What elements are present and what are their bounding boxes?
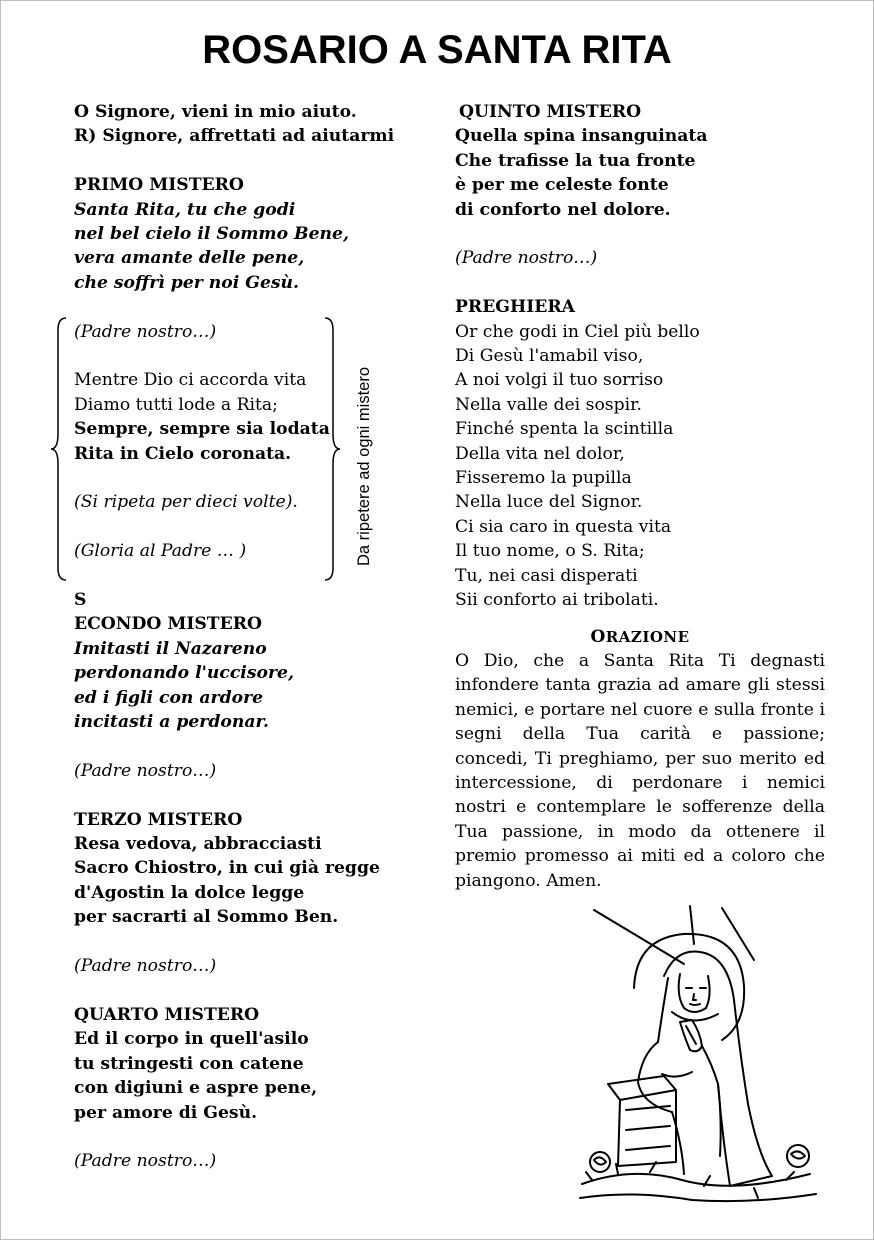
- repeat-bold-line: Rita in Cielo coronata.: [74, 443, 292, 464]
- padre-nostro-note: (Padre nostro…): [74, 956, 217, 977]
- secondo-verse-line: ed i figli con ardore: [74, 687, 264, 708]
- terzo-mistero-heading: TERZO MISTERO: [74, 809, 243, 830]
- terzo-verse-line: Sacro Chiostro, in cui già regge: [74, 858, 380, 879]
- terzo-verse-line: per sacrarti al Sommo Ben.: [74, 907, 339, 928]
- padre-nostro-note: (Padre nostro…): [455, 248, 598, 269]
- terzo-verse-line: Resa vedova, abbracciasti: [74, 834, 322, 855]
- preghiera-line: Tu, nei casi disperati: [455, 565, 638, 586]
- quinto-verse-line: di conforto nel dolore.: [455, 199, 671, 220]
- secondo-verse-line: incitasti a perdonar.: [74, 712, 269, 733]
- preghiera-line: Nella luce del Signor.: [455, 492, 643, 513]
- primo-verse-line: nel bel cielo il Sommo Bene,: [74, 224, 349, 245]
- opening-line-1: O Signore, vieni in mio aiuto.: [74, 102, 357, 122]
- preghiera-line: Nella valle dei sospir.: [455, 394, 642, 415]
- preghiera-line: Or che godi in Ciel più bello: [455, 321, 700, 342]
- primo-verse-line: che soffrì per noi Gesù.: [74, 272, 300, 293]
- repeat-side-note: Da ripetere ad ogni mistero: [355, 366, 373, 566]
- repeat-plain-line: Mentre Dio ci accorda vita: [74, 370, 307, 391]
- opening-line-2: R) Signore, affrettati ad aiutarmi: [74, 126, 395, 147]
- secondo-mistero-heading: ECONDO MISTERO: [74, 614, 262, 635]
- quarto-verse-line: Ed il corpo in quell'asilo: [74, 1029, 309, 1050]
- preghiera-line: Di Gesù l'amabil viso,: [455, 346, 644, 367]
- santa-rita-illustration: [572, 904, 824, 1204]
- orazione-text: O Dio, che a Santa Rita Ti degnasti infondere tanta grazia ad amare gli stessi nemici, e portare nel cuore e sulla fronte i segni della Tua carità e passione; concedi, Ti preghiamo, per suo merito ed intercessione, di perdonare i nemici nostri e contemplare le sofferenze della Tua passione, in modo da ottenere il premio promesso ai miti ed a coloro che piangono. Amen.: [455, 650, 825, 891]
- preghiera-line: Ci sia caro in questa vita: [455, 516, 672, 537]
- quinto-verse-line: Che trafisse la tua fronte: [455, 150, 696, 171]
- repeat-plain-line: Diamo tutti lode a Rita;: [74, 394, 278, 415]
- primo-mistero-heading: PRIMO MISTERO: [74, 175, 244, 196]
- padre-nostro-note: (Padre nostro…): [74, 760, 217, 781]
- terzo-verse-line: d'Agostin la dolce legge: [74, 882, 305, 903]
- quinto-verse-line: è per me celeste fonte: [455, 175, 669, 196]
- repeat-instruction: (Si ripeta per dieci volte).: [74, 492, 298, 513]
- quinto-verse-line: Quella spina insanguinata: [455, 126, 708, 147]
- quarto-verse-line: tu stringesti con catene: [74, 1053, 304, 1074]
- quarto-verse-line: per amore di Gesù.: [74, 1102, 258, 1123]
- secondo-heading-initial: S: [74, 590, 87, 611]
- quinto-mistero-heading: QUINTO MISTERO: [459, 102, 642, 122]
- secondo-verse-line: Imitasti il Nazareno: [74, 638, 267, 659]
- padre-nostro-note: (Padre nostro…): [74, 1151, 217, 1172]
- quarto-verse-line: con digiuni e aspre pene,: [74, 1078, 318, 1099]
- preghiera-line: Della vita nel dolor,: [455, 443, 625, 464]
- padre-nostro-note: (Padre nostro…): [74, 321, 217, 342]
- primo-verse-line: Santa Rita, tu che godi: [74, 199, 296, 220]
- orazione-heading-initial: O: [590, 626, 606, 647]
- right-brace: [321, 316, 343, 582]
- preghiera-line: Il tuo nome, o S. Rita;: [455, 541, 645, 562]
- preghiera-heading: PREGHIERA: [455, 297, 575, 318]
- preghiera-line: Fisseremo la pupilla: [455, 468, 632, 489]
- page-title: ROSARIO A SANTA RITA: [202, 28, 672, 72]
- secondo-verse-line: perdonando l'uccisore,: [74, 663, 294, 684]
- orazione-heading-rest: RAZIONE: [605, 627, 690, 646]
- primo-verse-line: vera amante delle pene,: [74, 248, 305, 269]
- left-column: [74, 100, 395, 1174]
- preghiera-line: Finché spenta la scintilla: [455, 419, 674, 440]
- gloria-note: (Gloria al Padre … ): [74, 541, 247, 562]
- quarto-mistero-heading: QUARTO MISTERO: [74, 1004, 260, 1025]
- preghiera-line: Sii conforto ai tribolati.: [455, 590, 659, 611]
- repeat-bold-line: Sempre, sempre sia lodata: [74, 419, 330, 440]
- preghiera-line: A noi volgi il tuo sorriso: [455, 370, 664, 391]
- orazione-heading: [455, 625, 825, 649]
- right-column: [455, 100, 825, 893]
- left-brace: [48, 316, 70, 582]
